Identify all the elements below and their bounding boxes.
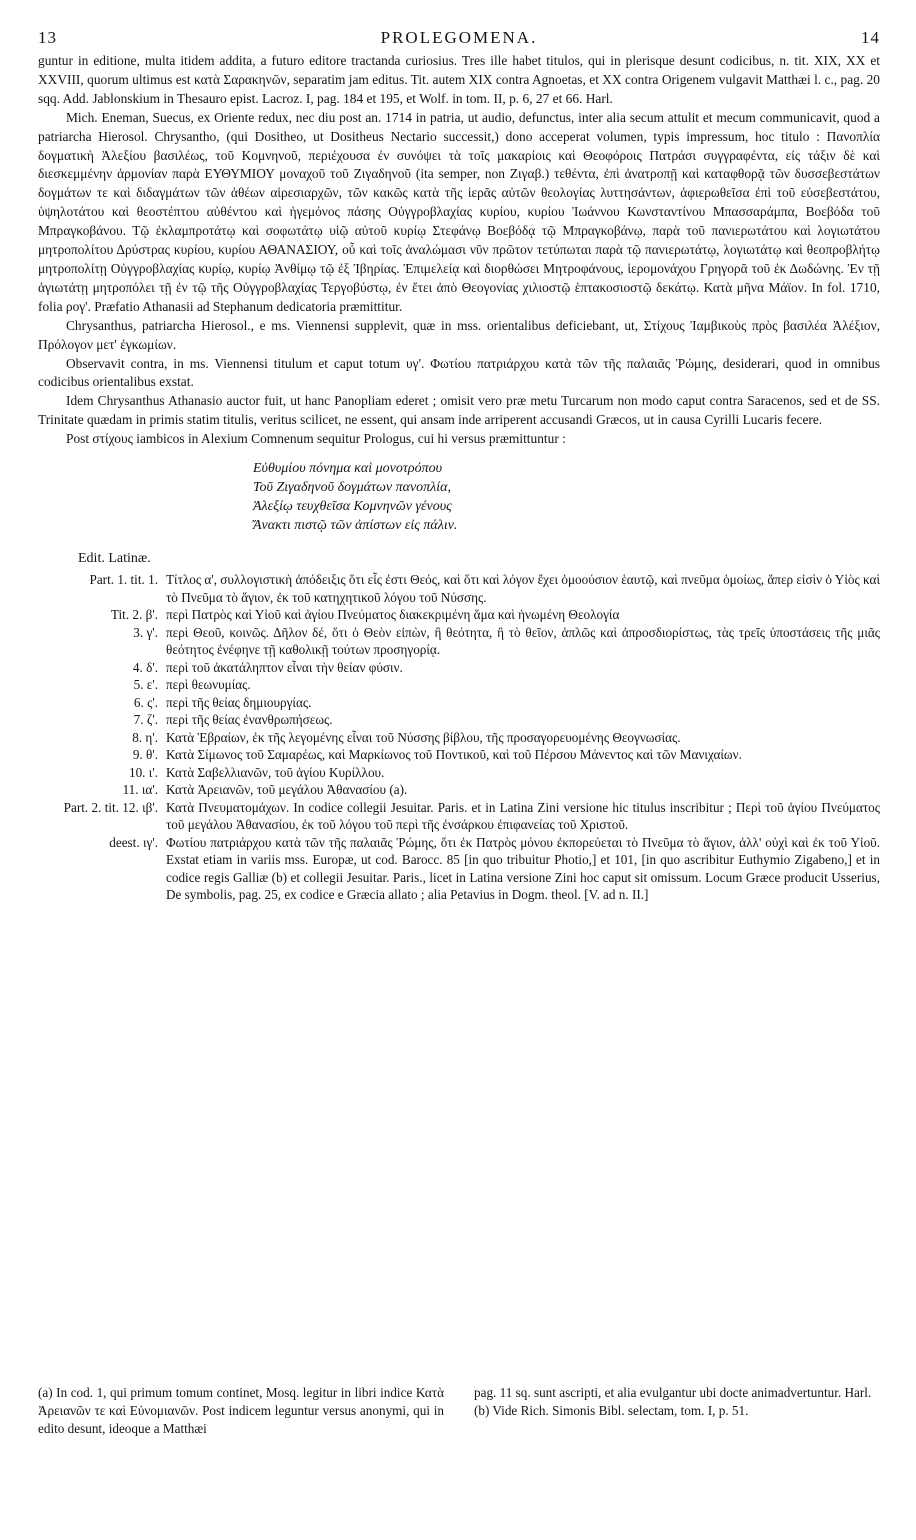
toc-number: 11. ια'. xyxy=(122,782,158,798)
toc-row xyxy=(38,711,880,729)
toc-row xyxy=(38,781,880,799)
main-text xyxy=(38,52,880,449)
toc-text: περὶ Πατρὸς καὶ Υἱοῦ καὶ ἁγίου Πνεύματος διακεκριμένη ἅμα καὶ ἡνωμένη Θεολογία xyxy=(166,607,620,623)
toc-text: περὶ τῆς θείας δημιουργίας. xyxy=(166,694,312,710)
toc-row xyxy=(38,606,880,624)
toc-number: 10. ι'. xyxy=(128,764,158,780)
poem-line: Ἄνακτι πιστῷ τῶν ἀπίστων εἰς πάλιν. xyxy=(253,518,458,534)
footnote-a: (a) In cod. 1, qui primum tomum continet, Mosq. legitur in libri indice Κατὰ Ἀρειανῶν τε καὶ Εὐνομιανῶν. Post indicem leguntur versus anonymi, qui in edito desunt, ideoque a Matthæi xyxy=(38,1385,444,1436)
toc-number: 3. γ'. xyxy=(133,624,158,640)
table-of-titles xyxy=(38,571,880,904)
toc-text: περὶ τοῦ ἀκατάληπτον εἶναι τὴν θείαν φύσιν. xyxy=(166,659,403,675)
footnote-b: (b) Vide Rich. Simonis Bibl. selectam, tom. I, p. 51. xyxy=(474,1403,749,1418)
toc-row xyxy=(38,729,880,747)
paragraph-4: Observavit contra, in ms. Viennensi titulum et caput totum υγ'. Φωτίου πατριάρχου κατὰ τῶν τῆς παλαιᾶς Ῥώμης, desiderari, quod in omnibus codicibus orientalibus exstat. xyxy=(38,355,880,390)
running-head xyxy=(38,28,880,50)
toc-row xyxy=(38,694,880,712)
toc-number: 5. ε'. xyxy=(133,677,158,693)
paragraph-3: Chrysanthus, patriarcha Hierosol., e ms. Viennensi supplevit, quæ in mss. orientalibus deficiebant, ut, Στίχους Ἰαμβικοὺς πρὸς βασιλέα Ἀλέξιον, Πρόλογον μετ' ἐγκωμίων. xyxy=(38,317,880,352)
toc-text: Κατὰ Ἀρειανῶν, τοῦ μεγάλου Ἀθανασίου (a). xyxy=(166,782,408,798)
toc-number: 6. ς'. xyxy=(133,694,158,710)
toc-number: 7. ζ'. xyxy=(133,712,158,728)
poem-line: Εὐθυμίου πόνημα καὶ μονοτρόπου xyxy=(253,461,443,477)
toc-number: 4. δ'. xyxy=(132,659,158,675)
paragraph-1: guntur in editione, multa itidem addita, a futuro editore tractanda curiosius. Tres ille habet titulos, qui in plerisque desunt codicibus, n. tit. XIX, XX et XXVIII, quorum ultimus est κατὰ Σαρακηνῶν, separatim jam editus. Tit. autem XIX contra Agnoetas, et XX contra Origenem vulgavit Matthæi l. c., pag. 20 sqq. Add. Jablonskium in Thesauro epist. Lacroz. I, pag. 184 et 195, et Wolf. in tom. II, p. 6, 27 et 66. Harl. xyxy=(38,53,880,106)
toc-text: Κατὰ Πνευματομάχων. In codice collegii Jesuitar. Paris. et in Latina Zini versione hic titulus inscribitur ; Περὶ τοῦ ἁγίου Πνεύματος τοῦ μεγάλου Ἀθανασίου, ἐκ τοῦ λόγου τοῦ περὶ τῆς ἐνσάρκου ἐπιφανείας τοῦ Χριστοῦ. xyxy=(166,799,880,833)
toc-number: Tit. 2. β'. xyxy=(110,607,158,623)
toc-text: Κατὰ Σίμωνος τοῦ Σαμαρέως, καὶ Μαρκίωνος τοῦ Ποντικοῦ, καὶ τοῦ Πέρσου Μάνεντος καὶ τῶν Μανιχαίων. xyxy=(166,747,742,763)
page-title: PROLEGOMENA. xyxy=(380,28,538,47)
paragraph-6: Post στίχους iambicos in Alexium Comnenum sequitur Prologus, cui hi versus præmittuntur : xyxy=(66,431,566,447)
toc-text: Κατὰ Ἑβραίων, ἐκ τῆς λεγομένης εἶναι τοῦ Νύσσης βίβλου, τῆς προσαγορευομένης Θεογνωσίας. xyxy=(166,729,681,745)
paragraph-2: Mich. Eneman, Suecus, ex Oriente redux, nec diu post an. 1714 in patria, ut audio, defunctus, inter alia secum attulit et mecum communicavit, quod a patriarcha Hierosol. Chrysantho, (qui Dositheo, ut Dositheus Nectario successit,) dono acceperat volumen, typis impressum, hoc titulo : Πανοπλία δογματικὴ Ἀλεξίου βασιλέως, τοῦ Κομνηνοῦ, περιέχουσα ἐν συνόψει τὰ τοῖς μακαρίοις καὶ Θεοφόροις Πατράσι συγγραφέντα, εἰς τάξιν δὲ καὶ διεσκεμμένην ἁρμονίαν παρὰ ΕΥΘΥΜΙΟΥ μοναχοῦ τοῦ Ζιγαδηνοῦ (ita semper, non Ζιγαβ.) τεθέντα, ἐπὶ ἀνατροπῇ καὶ καταφθορᾷ τῶν δυσσεβεστάτων δογμάτων τε καὶ διδαγμάτων τῶν ἀθέων αἱρεσιαρχῶν, τῶν κακῶς κατὰ τῆς ἱερᾶς αὐτῶν θεολογίας λυττησάντων, ἀφιερωθεῖσα ἐπὶ τοῦ εὐσεβεστάτου, ὑψηλοτάτου καὶ θεοστέπτου αὐθέντου καὶ ἡγεμόνος πάσης Οὐγγροβλαχίας κυρίου, κυρίου Ἰωάννου Κωνσταντίνου Μπασσαράμπα, Βοεβόδα τοῦ Μπραγκοβάνου. Τῷ ἐκλαμπροτάτῳ καὶ σοφωτάτῳ υἱῷ αὐτοῦ κυρίῳ Στεφάνῳ Βοεβόδᾳ τῷ Μπραγκοβάνῳ, παρὰ τοῦ πανιερωτάτου καὶ λογιωτάτου μητροπολίτου Δρύστρας κυρίου, κυρίου ΑΘΑΝΑΣΙΟΥ, οὗ καὶ τοῖς ἀναλώμασι νῦν πρῶτον τετύπωται παρὰ τῷ πανιερωτάτῳ, λογιωτάτῳ καὶ θεοπροβλήτῳ μητροπολίτῃ Οὐγγροβλαχίας κυρίῳ, κυρίῳ Ἀνθίμῳ τῷ ἐξ Ἰβηρίας. Ἐπιμελείᾳ καὶ διορθώσει Μητροφάνους, ἱερομονάχου Γρηγορᾶ τοῦ ἐκ Δωδώνης. Ἐν τῇ ἁγιωτάτῃ μητροπόλει τῇ ἐν τῷ τῆς Οὐγγροβλαχίας Τεργοβύστῳ, ἐν ἔτει ἀπὸ Θεογονίας χιλιοστῷ ἑπτακοσιοστῷ δεκάτῳ. Κατὰ μῆνα Μάϊον. In fol. 1710, folia ρογ'. Præfatio Athanasii ad Stephanum dedicatoria præmittitur. xyxy=(38,109,880,314)
toc-row xyxy=(38,764,880,782)
toc-text: Κατὰ Σαβελλιανῶν, τοῦ ἁγίου Κυρίλλου. xyxy=(166,764,385,780)
page-number-right: 14 xyxy=(860,28,880,47)
poem-line: Ἀλεξίῳ τευχθεῖσα Κομνηνῶν γένους xyxy=(253,499,452,515)
toc-text: Τίτλος α', συλλογιστικὴ ἀπόδειξις ὅτι εἷς ἐστι Θεός, καὶ ὅτι καὶ λόγον ἔχει ὁμοούσιον ἑαυτῷ, καὶ πνεῦμα ὁμοίως, ἅπερ εἰσὶν ὁ Υἱὸς καὶ τὸ Πνεῦμα τὸ ἅγιον, ἐκ τοῦ κατηχητικοῦ λόγου τοῦ Νύσσης. xyxy=(166,572,880,605)
page-number-left: 13 xyxy=(38,28,57,47)
poem-line: Τοῦ Ζιγαδηνοῦ δογμάτων πανοπλία, xyxy=(253,480,451,496)
toc-text: περὶ θεωνυμίας. xyxy=(166,677,251,693)
toc-row xyxy=(38,799,880,834)
edit-heading: Edit. Latinæ. xyxy=(78,551,151,567)
toc-text: περὶ Θεοῦ, κοινῶς. Δῆλον δέ, ὅτι ὁ Θεὸν εἰπὼν, ἢ θεότητα, ἢ τὸ θεῖον, ἁπλῶς καὶ ἀπροσδιορίστως, τὰς τρεῖς ὑποστάσεις τῆς μιᾶς θεότητος ἐνέφηνε τῇ καθολικῇ τούτων προσηγορίᾳ. xyxy=(166,624,880,658)
toc-row xyxy=(38,659,880,677)
toc-row xyxy=(38,571,880,606)
toc-number: deest. ιγ'. xyxy=(109,834,158,850)
toc-row xyxy=(38,834,880,904)
toc-row xyxy=(38,624,880,659)
toc-number: Part. 2. tit. 12. ιβ'. xyxy=(63,799,158,815)
toc-text: περὶ τῆς θείας ἐνανθρωπήσεως. xyxy=(166,712,333,728)
toc-number: 9. θ'. xyxy=(132,747,158,763)
toc-text: Φωτίου πατριάρχου κατὰ τῶν τῆς παλαιᾶς Ῥώμης, ὅτι ἐκ Πατρὸς μόνου ἐκπορεύεται τὸ Πνεῦμα τὸ ἅγιον, ἀλλ' οὐχὶ καὶ ἐκ τοῦ Υἱοῦ. Exstat etiam in variis mss. Europæ, ut cod. Barocc. 85 [in quo tribuitur Photio,] et 101, [in quo ascribitur Euthymio Zigabeno,] et in codice regis Galliæ (b) et collegii Jesuitar. Paris., licet in Latina versione Zini hoc caput sit omissum. Locum Græce producit Usserius, De symbolis, pag. 25, ex codice e Græcia allato ; alia Petavius in Dogm. theol. [V. ad n. II.] xyxy=(166,834,880,903)
poem-verses xyxy=(253,459,880,535)
paragraph-5: Idem Chrysanthus Athanasio auctor fuit, ut hanc Panopliam ederet ; omisit vero præ metu Turcarum non modo caput contra Saracenos, sed et de SS. Trinitate quædam in primis statim titulis, veritus scilicet, ne essent, qui ansam inde arriperent accusandi Græcos, ut in causa Cyrilli Lucaris fecere. xyxy=(38,393,880,428)
footnote-right-column xyxy=(474,1384,880,1438)
toc-row xyxy=(38,676,880,694)
toc-row xyxy=(38,746,880,764)
footnote-left-column xyxy=(38,1384,444,1438)
footnote-a-continued: pag. 11 sq. sunt ascripti, et alia evulgantur ubi docte animadvertuntur. Harl. xyxy=(474,1385,872,1400)
toc-number: Part. 1. tit. 1. xyxy=(89,572,158,588)
footnotes xyxy=(38,1384,880,1438)
toc-number: 8. η'. xyxy=(132,729,158,745)
page xyxy=(38,28,880,904)
